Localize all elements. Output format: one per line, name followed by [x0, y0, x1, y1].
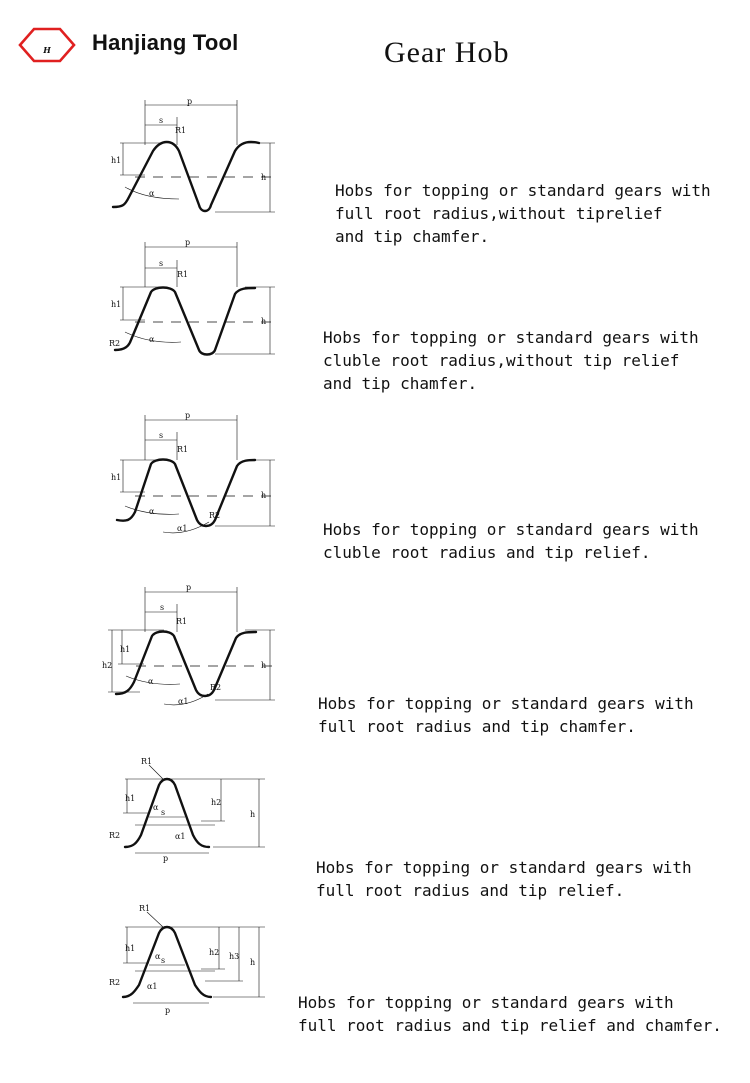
hob-profile-diagram-5: [105, 755, 275, 870]
label-h1: h1: [125, 944, 136, 953]
hob-profile-diagram-6: [105, 897, 275, 1022]
hob-profile-diagram-2: [105, 232, 285, 362]
brand-name: Hanjiang Tool: [92, 30, 239, 55]
label-h1: h1: [111, 156, 122, 165]
label-alpha: α: [149, 335, 155, 344]
label-alpha1: α1: [147, 982, 158, 991]
label-h2: h2: [211, 798, 222, 807]
label-h: h: [261, 661, 267, 670]
hanjiang-logo-icon: [18, 26, 76, 64]
label-p: p: [185, 238, 191, 247]
label-h3: h3: [229, 952, 240, 961]
label-h1: h1: [125, 794, 136, 803]
hob-description-3: Hobs for topping or standard gears with cluble root radius and tip relief.: [323, 520, 699, 562]
label-h: h: [261, 173, 267, 182]
label-alpha: α: [149, 507, 155, 516]
label-h1: h1: [111, 473, 122, 482]
hob-description-4: Hobs for topping or standard gears with full root radius and tip chamfer.: [318, 694, 694, 736]
label-r1: R1: [139, 904, 151, 913]
label-h2: h2: [209, 948, 220, 957]
label-r2: R2: [109, 339, 121, 348]
label-alpha1: α1: [175, 832, 186, 841]
label-h1: h1: [111, 300, 122, 309]
label-s: s: [161, 956, 166, 965]
label-r2: R2: [109, 831, 121, 840]
label-h: h: [261, 317, 267, 326]
hob-profile-diagram-4: [100, 582, 285, 717]
label-h2: h2: [102, 661, 113, 670]
label-p: p: [187, 97, 193, 106]
label-r1: R1: [177, 270, 189, 279]
label-h: h: [250, 958, 256, 967]
page-title: Gear Hob: [384, 36, 510, 69]
label-p: p: [165, 1006, 171, 1015]
label-s: s: [160, 603, 165, 612]
label-p: p: [163, 854, 169, 863]
label-alpha: α: [155, 952, 161, 961]
header: [0, 0, 750, 90]
label-alpha1: α1: [178, 697, 189, 706]
label-h: h: [250, 810, 256, 819]
hob-description-2: Hobs for topping or standard gears with cluble root radius,without tip relief and tip chamfer.: [323, 328, 699, 393]
label-r1: R1: [176, 617, 188, 626]
label-r2: R2: [210, 683, 222, 692]
label-alpha: α: [149, 189, 155, 198]
logo-letter: H: [43, 45, 51, 55]
label-r1: R1: [141, 757, 153, 766]
label-p: p: [186, 583, 192, 592]
label-s: s: [159, 116, 164, 125]
hob-description-6: Hobs for topping or standard gears with full root radius and tip relief and chamfer.: [298, 993, 722, 1035]
label-alpha: α: [148, 677, 154, 686]
hob-profile-diagram-1: [105, 95, 285, 220]
label-h: h: [261, 491, 267, 500]
label-r2: R2: [109, 978, 121, 987]
hob-description-1: Hobs for topping or standard gears with full root radius,without tiprelief and tip chamfer.: [335, 181, 711, 246]
label-s: s: [161, 808, 166, 817]
hob-description-5: Hobs for topping or standard gears with full root radius and tip relief.: [316, 858, 692, 900]
label-alpha1: α1: [177, 524, 188, 533]
label-r2: R2: [209, 511, 221, 520]
hob-profile-diagram-3: [105, 410, 285, 540]
label-alpha: α: [153, 803, 159, 812]
label-h1: h1: [120, 645, 131, 654]
label-s: s: [159, 431, 164, 440]
label-s: s: [159, 259, 164, 268]
label-p: p: [185, 411, 191, 420]
label-r1: R1: [177, 445, 189, 454]
label-r1: R1: [175, 126, 187, 135]
